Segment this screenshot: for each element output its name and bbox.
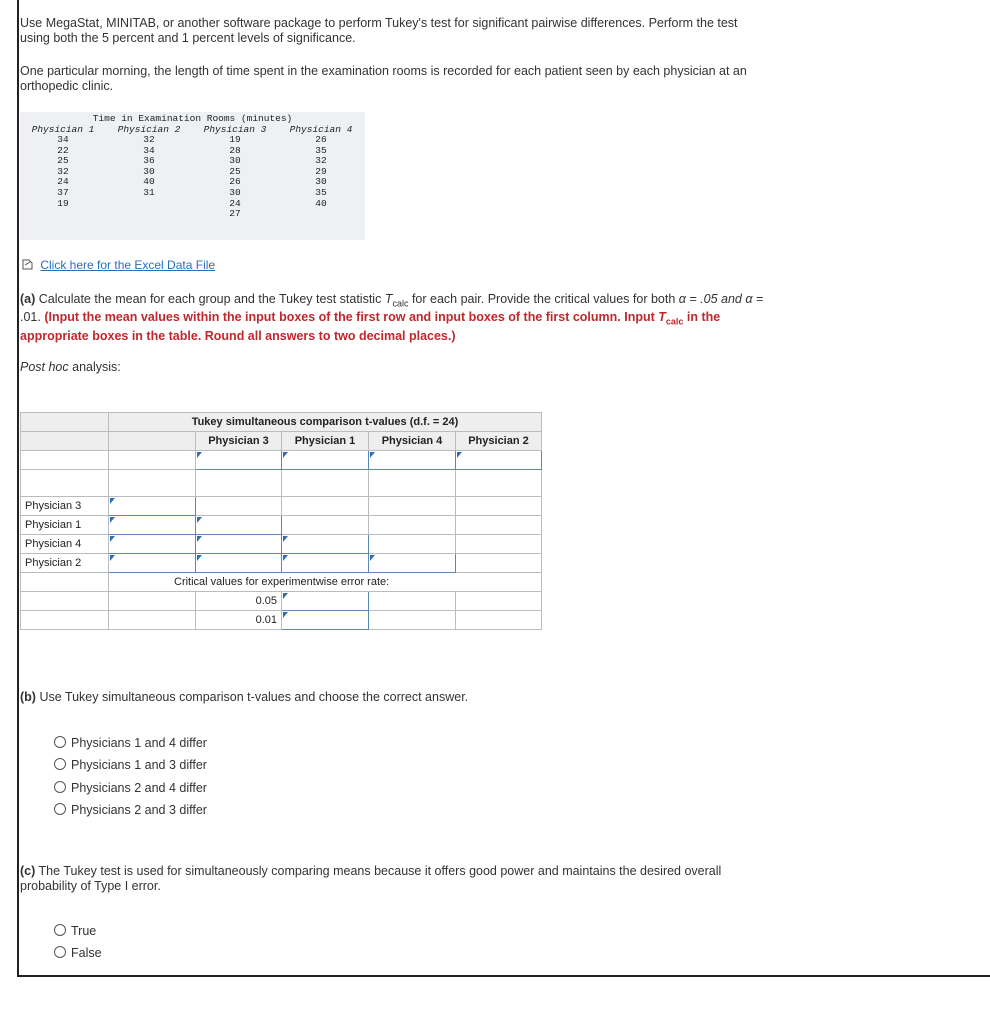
post-hoc-label <box>20 360 121 375</box>
answer-option-b-3[interactable] <box>54 781 207 795</box>
row-header: Physician 3 <box>21 497 109 516</box>
answer-option-b-1[interactable] <box>54 736 207 750</box>
answer-option-b-4[interactable] <box>54 803 207 817</box>
part-c-text: The Tukey test is used for simultaneously comparing means because it offers good power and maintains the desired overall <box>38 864 722 878</box>
part-c-label: (c) <box>20 864 36 878</box>
tcalc-input-2-1[interactable] <box>282 554 369 573</box>
data-value: 32 <box>315 155 327 167</box>
data-value: 25 <box>229 165 241 177</box>
radio-icon[interactable] <box>54 781 66 793</box>
part-a-text: .01. <box>20 310 41 324</box>
mean-input-row-physician-2[interactable] <box>109 554 196 573</box>
critical-input-05[interactable] <box>282 592 369 611</box>
mean-input-physician-2[interactable] <box>456 451 542 470</box>
option-label: False <box>71 946 102 960</box>
data-value: 26 <box>315 134 327 145</box>
data-value: 32 <box>143 134 155 145</box>
data-value: 19 <box>57 197 69 209</box>
file-icon <box>22 259 33 270</box>
data-value: 25 <box>57 155 69 167</box>
part-a-line-3: appropriate boxes in the table. Round all answers to two decimal places.) <box>20 329 456 343</box>
data-value: 35 <box>315 144 327 156</box>
tcalc-subscript: calc <box>392 298 409 309</box>
critical-label-01: 0.01 <box>196 611 282 630</box>
intro-line-3: One particular morning, the length of time spent in the examination rooms is recorded for each patient seen by each physician at an <box>20 64 747 78</box>
row-header: Physician 4 <box>21 535 109 554</box>
option-label: True <box>71 924 97 938</box>
option-label: Physicians 2 and 3 differ <box>71 803 207 817</box>
answer-option-false[interactable] <box>54 946 102 960</box>
excel-link-text[interactable]: Click here for the Excel Data File <box>40 258 216 272</box>
data-column <box>278 124 364 209</box>
data-value: 37 <box>57 186 69 198</box>
data-value: 22 <box>57 144 69 156</box>
data-value: 40 <box>315 197 327 209</box>
data-value: 26 <box>229 176 241 188</box>
part-c-line-2: probability of Type I error. <box>20 879 161 893</box>
data-value: 27 <box>229 208 241 220</box>
data-value: 24 <box>57 176 69 188</box>
critical-values-title: Critical values for experimentwise error rate: <box>109 573 542 592</box>
mean-input-row-physician-3[interactable] <box>109 497 196 516</box>
part-a-label: (a) <box>20 292 36 306</box>
radio-icon[interactable] <box>54 946 66 958</box>
data-value: 40 <box>143 176 155 188</box>
critical-input-01[interactable] <box>282 611 369 630</box>
col-header: Physician 4 <box>369 432 456 451</box>
tcalc-input-1-3[interactable] <box>196 516 282 535</box>
mean-input-physician-1[interactable] <box>282 451 369 470</box>
post-hoc-em: Post hoc <box>20 360 69 374</box>
data-table-title: Time in Examination Rooms (minutes) <box>92 113 293 124</box>
mean-input-row-physician-1[interactable] <box>109 516 196 535</box>
tukey-table <box>20 412 542 630</box>
column-header: Physician 2 <box>117 124 181 135</box>
exam-time-data-table <box>20 112 365 240</box>
radio-icon[interactable] <box>54 758 66 770</box>
tcalc-subscript: calc <box>665 316 684 327</box>
tcalc-input-4-3[interactable] <box>196 535 282 554</box>
mean-input-physician-3[interactable] <box>196 451 282 470</box>
mean-input-physician-4[interactable] <box>369 451 456 470</box>
data-value: 32 <box>57 165 69 177</box>
intro-line-1: Use MegaStat, MINITAB, or another software package to perform Tukey's test for significant pairwise differences. Perform the test <box>20 16 738 30</box>
data-column <box>192 124 278 220</box>
option-label: Physicians 1 and 4 differ <box>71 736 207 750</box>
part-b-prompt <box>20 690 468 705</box>
data-value: 30 <box>315 176 327 188</box>
data-value: 34 <box>57 134 69 145</box>
data-column <box>20 124 106 209</box>
data-value: 36 <box>143 155 155 167</box>
data-value: 35 <box>315 186 327 198</box>
part-a-text: Calculate the mean for each group and the Tukey test statistic <box>38 292 382 306</box>
data-value: 30 <box>229 155 241 167</box>
data-column <box>106 124 192 199</box>
critical-label-05: 0.05 <box>196 592 282 611</box>
part-b-text: Use Tukey simultaneous comparison t-values and choose the correct answer. <box>39 690 469 704</box>
data-value: 34 <box>143 144 155 156</box>
option-label: Physicians 1 and 3 differ <box>71 758 207 772</box>
instruction-text: in the <box>686 310 721 324</box>
data-value: 29 <box>315 165 327 177</box>
col-header: Physician 1 <box>282 432 369 451</box>
column-header: Physician 3 <box>203 124 267 135</box>
part-a-line-1 <box>20 292 763 312</box>
data-value: 19 <box>229 134 241 145</box>
intro-line-4: orthopedic clinic. <box>20 79 114 93</box>
data-value: 30 <box>143 165 155 177</box>
row-header: Physician 2 <box>21 554 109 573</box>
data-value: 24 <box>229 197 241 209</box>
data-value: 28 <box>229 144 241 156</box>
tukey-table-title: Tukey simultaneous comparison t-values (d.f. = 24) <box>109 413 542 432</box>
data-value: 30 <box>229 186 241 198</box>
col-header: Physician 2 <box>456 432 542 451</box>
tcalc-input-2-3[interactable] <box>196 554 282 573</box>
option-label: Physicians 2 and 4 differ <box>71 781 207 795</box>
tcalc-symbol: T <box>658 310 666 324</box>
tcalc-input-4-1[interactable] <box>282 535 369 554</box>
part-a-text: for each pair. Provide the critical values for both <box>411 292 676 306</box>
part-a-line-2 <box>20 310 720 330</box>
part-c-line-1 <box>20 864 721 879</box>
answer-option-true[interactable] <box>54 924 96 938</box>
row-header: Physician 1 <box>21 516 109 535</box>
col-header: Physician 3 <box>196 432 282 451</box>
tcalc-input-2-4[interactable] <box>369 554 456 573</box>
column-header: Physician 1 <box>31 124 95 135</box>
instruction-text: (Input the mean values within the input boxes of the first row and input boxes of the first column. Input <box>44 310 655 324</box>
alpha-values: α = .05 and α = <box>678 292 764 306</box>
data-value: 31 <box>143 186 155 198</box>
mean-input-row-physician-4[interactable] <box>109 535 196 554</box>
radio-icon[interactable] <box>54 803 66 815</box>
post-hoc-rest: analysis: <box>68 360 121 374</box>
radio-icon[interactable] <box>54 924 66 936</box>
tcalc-symbol: T <box>384 292 393 306</box>
answer-option-b-2[interactable] <box>54 758 207 772</box>
intro-line-2: using both the 5 percent and 1 percent levels of significance. <box>20 31 356 45</box>
excel-data-link[interactable] <box>22 258 215 272</box>
part-b-label: (b) <box>20 690 36 704</box>
radio-icon[interactable] <box>54 736 66 748</box>
column-header: Physician 4 <box>289 124 353 135</box>
